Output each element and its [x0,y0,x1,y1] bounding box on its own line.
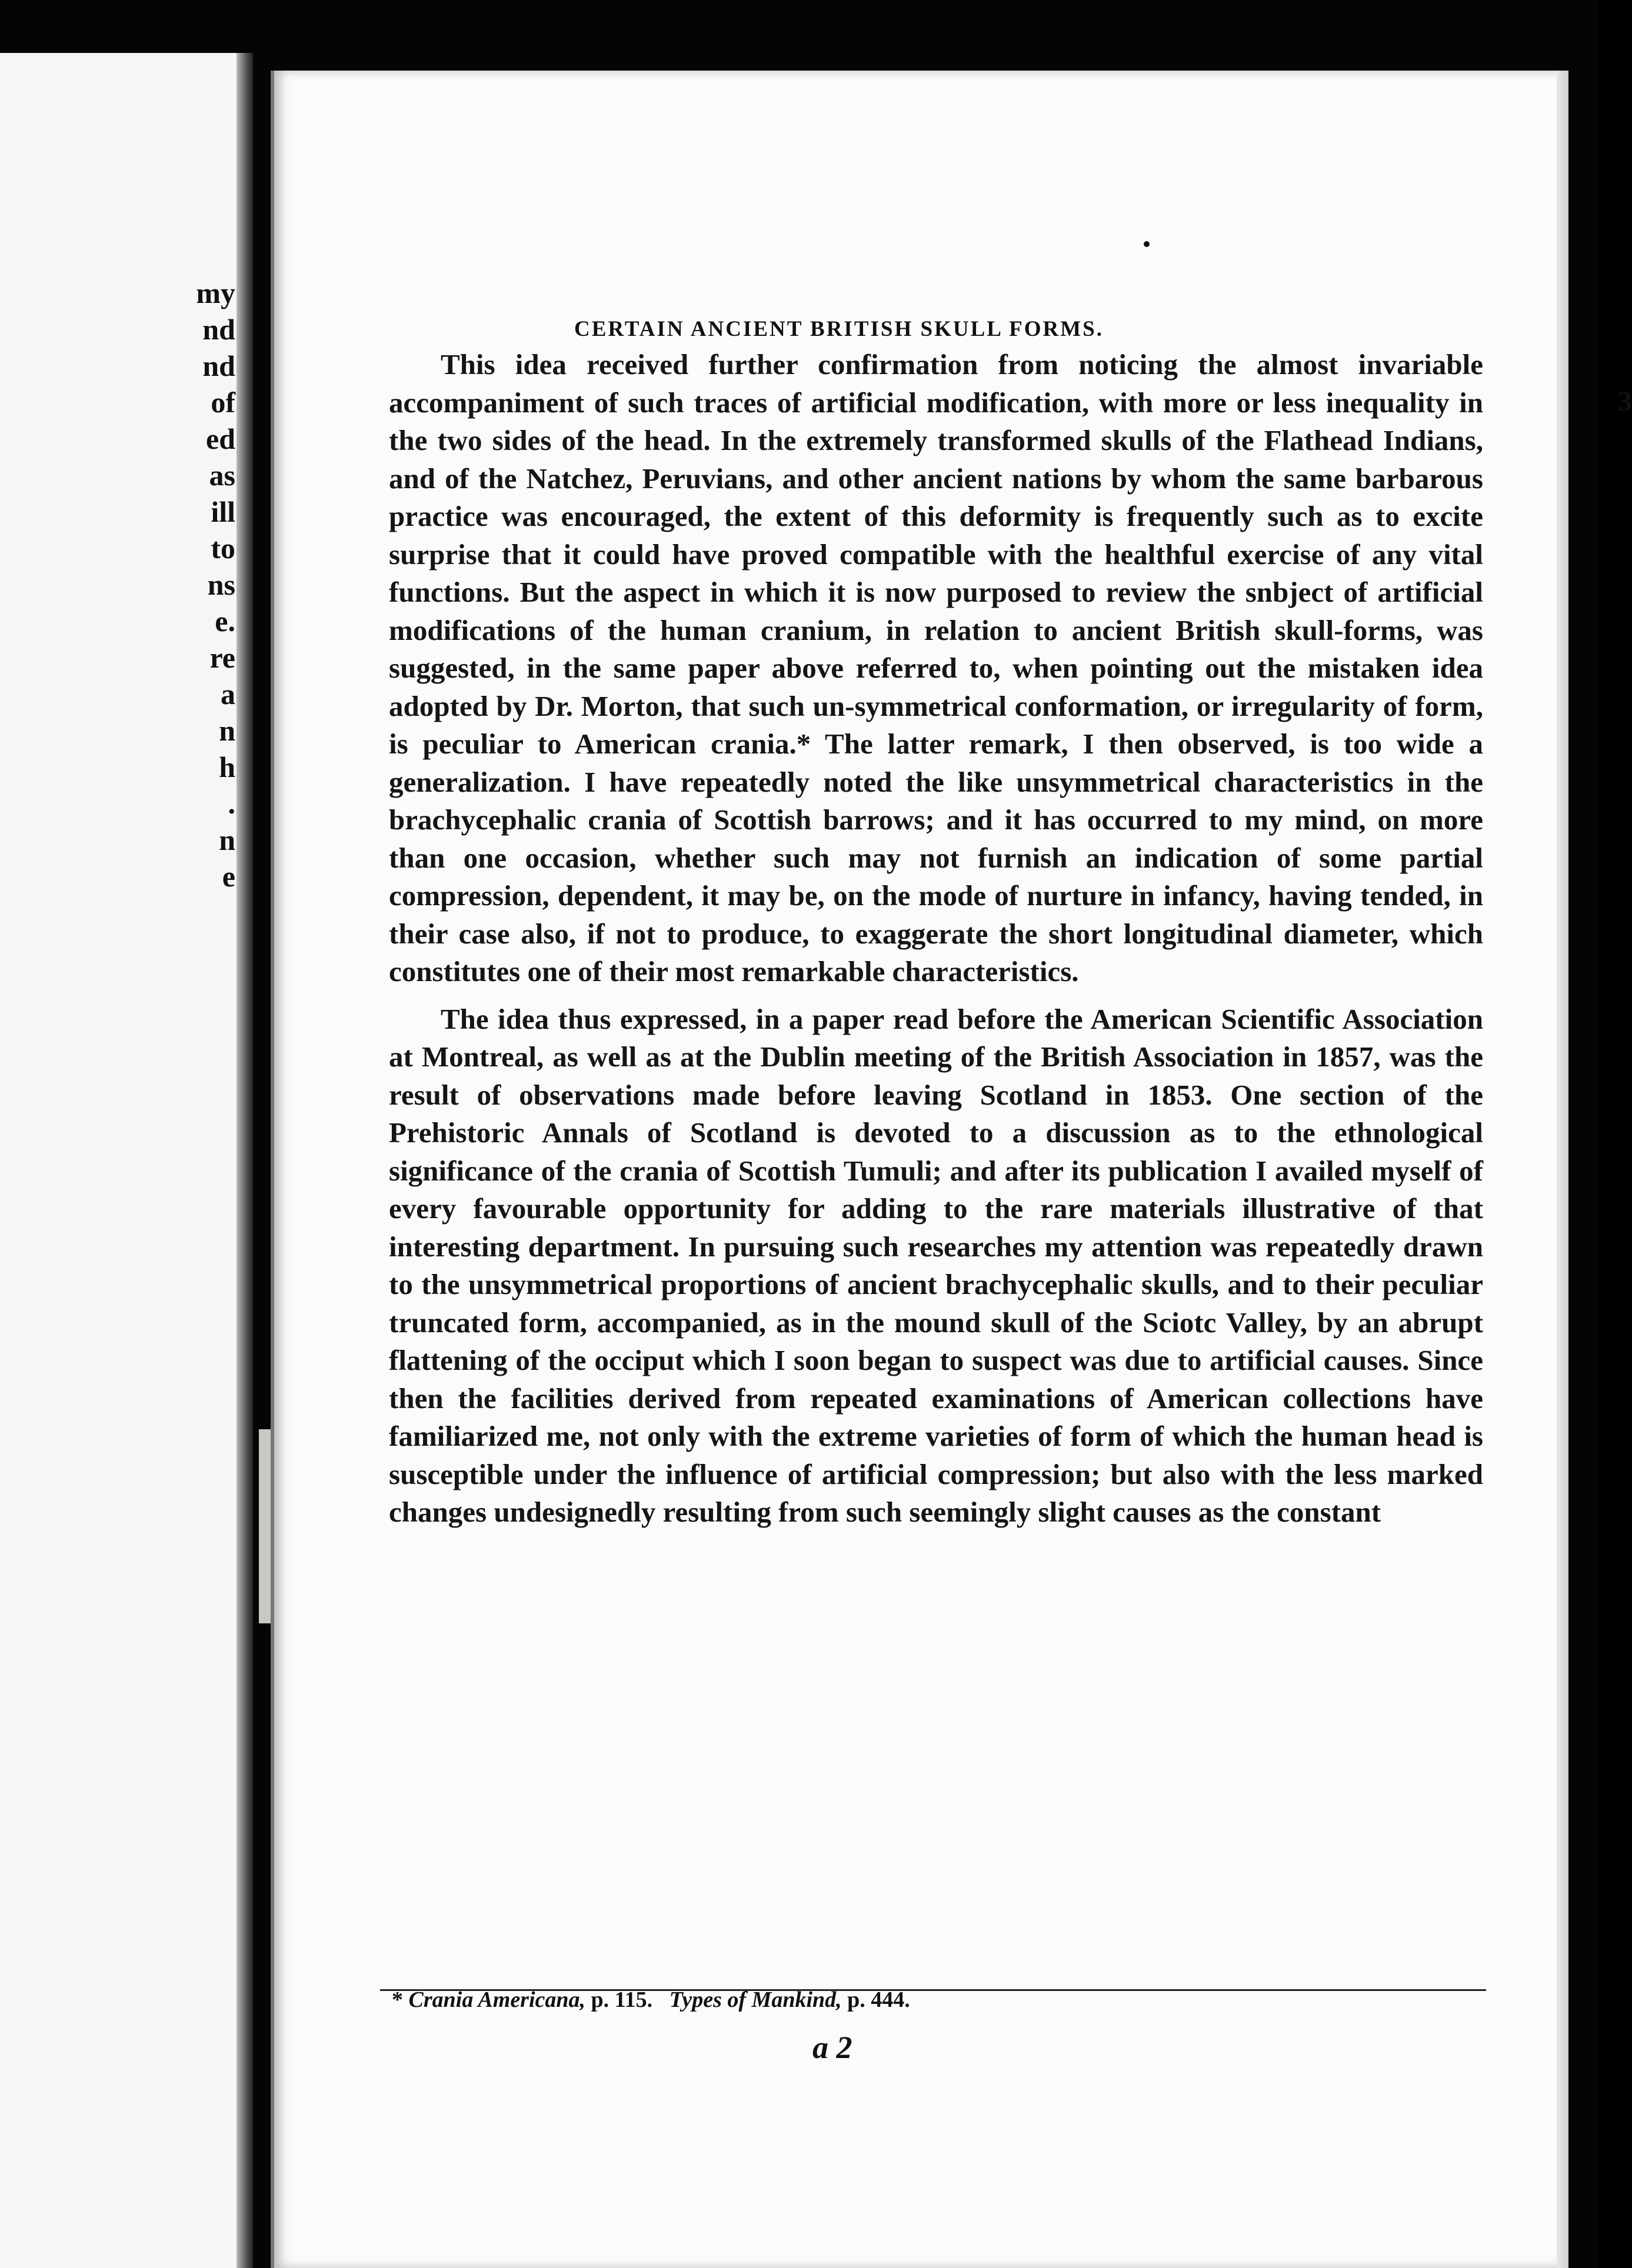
left-fragment: re [209,641,235,674]
page-number: 3 [1618,386,1632,417]
left-fragment: my [196,276,235,309]
left-fragment: ill [211,495,235,528]
left-fragment: . [228,787,235,820]
footnote-work-1: Crania Americana, [408,1987,586,2012]
footnote-marker: * [392,1987,403,2012]
left-fragment: ed [206,422,235,455]
footnote-page-1: p. 115. [591,1987,653,2012]
footnote-page-2: p. 444. [847,1987,910,2012]
left-fragment: of [211,386,235,419]
previous-page-sliver [0,53,253,2268]
left-fragment: nd [202,313,235,346]
signature-mark: a 2 [812,2030,852,2065]
paragraph-1: This idea received further confirmation from noticing the almost invariable accompaniment of such traces of artificial modification, with more or less inequality in the two sides of the head. In the extremely transformed skulls of the Flathead Indians, and of the Natchez, Peruvians, and other ancient nations by whom the same barbarous practice was encouraged, the extent of this deformity is frequently such as to excite surprise that it could have proved compatible with the healthful exercise of any vital functions. But the aspect in which it is now purposed to review the snbject of artificial modifications of the human cranium, in relation to ancient British skull-forms, was suggested, in the same paper above referred to, when pointing out the mistaken idea adopted by Dr. Morton, that such un-symmetrical conformation, or irregularity of form, is peculiar to American crania.* The latter remark, I then observed, is too wide a generalization. I have repeatedly noted the like unsymmetrical characteristics in the brachycephalic crania of Scottish barrows; and it has occurred to my mind, on more than one occasion, whether such may not furnish an indication of some partial compression, dependent, it may be, on the mode of nurture in infancy, having tended, in their case also, if not to produce, to exaggerate the short longitudinal diameter, which constitutes one of their most remarkable characteristics. [389,348,1483,988]
left-fragment: as [209,459,235,492]
page-edge [1557,71,1568,2268]
footnote [392,1987,910,2013]
left-fragment: a [221,678,235,711]
left-fragment: e. [215,605,235,638]
left-fragment: n [219,714,235,747]
left-fragment: to [211,532,235,565]
body-text [389,346,1483,1532]
left-fragment: n [219,823,235,856]
left-fragment: h [219,751,235,783]
current-page [271,71,1632,2268]
paragraph-2: The idea thus expressed, in a paper read before the American Scientific Association at Montreal, as well as at the Dublin meeting of the British Association in 1857, was the result of observations made before leaving Scotland in 1853. One section of the Prehistoric Annals of Scotland is devoted to a discussion as to the ethnological significance of the crania of Scottish Tumuli; and after its publication I availed myself of every favourable opportunity for adding to the rare materials illustrative of that interesting department. In pursuing such researches my attention was repeatedly drawn to the unsymmetrical proportions of ancient brachycephalic skulls, and to their peculiar truncated form, accompanied, as in the mound skull of the Sciotc Valley, by an abrupt flattening of the occiput which I soon began to suspect was due to artificial causes. Since then the facilities derived from repeated examinations of American collections have familiarized me, not only with the extreme varieties of form of which the human head is susceptible under the influence of artificial compression; but also with the less marked changes undesignedly resulting from such seemingly slight causes as the constant [389,1002,1483,1528]
running-head: CERTAIN ANCIENT BRITISH SKULL FORMS. [574,317,1104,341]
ink-dot [1144,241,1150,247]
footnote-work-2: Types of Mankind, [669,1987,842,2012]
left-fragment: ns [207,568,235,601]
spine-shadow [237,53,253,2268]
left-fragment: e [222,860,235,893]
left-fragment: nd [202,349,235,382]
